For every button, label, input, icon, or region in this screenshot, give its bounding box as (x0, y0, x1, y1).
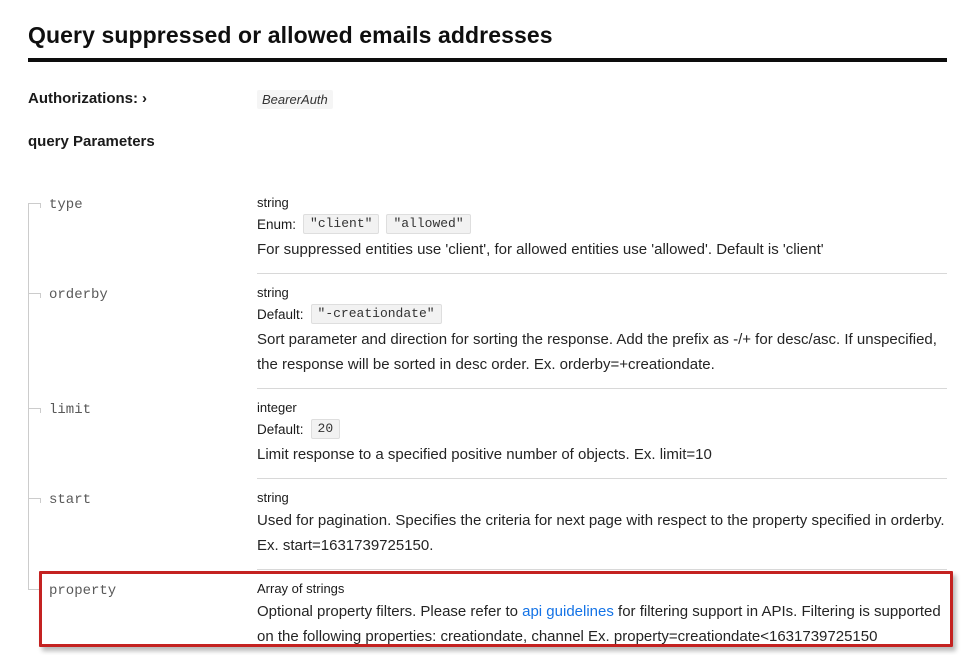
param-type: string (257, 490, 289, 505)
enum-value-chip: "client" (303, 214, 379, 234)
description-text: for filtering support in APIs. Filtering is supported on the following properties: creationdate, channel Ex. property=creationdate<1631739725150 (257, 603, 941, 645)
api-guidelines-link[interactable]: api guidelines (522, 603, 614, 620)
param-name: start (49, 492, 92, 508)
default-value-chip: 20 (311, 419, 341, 439)
param-row-type (28, 184, 947, 274)
param-type: string (257, 195, 289, 210)
param-description: For suppressed entities use 'client', for allowed entities use 'allowed'. Default is 'client' (257, 241, 824, 258)
query-parameters-heading: query Parameters (28, 133, 155, 150)
param-type: Array of strings (257, 581, 345, 596)
default-label: Default: (257, 421, 304, 437)
param-type: string (257, 285, 289, 300)
param-name: orderby (49, 287, 108, 303)
param-row-orderby (28, 274, 947, 389)
description-text: Optional property filters. Please refer to (257, 603, 523, 620)
default-label: Default: (257, 306, 304, 322)
auth-scheme-badge[interactable]: BearerAuth (257, 90, 333, 109)
tree-connector-icon (28, 408, 41, 413)
param-row-limit (28, 389, 947, 479)
param-description (257, 599, 947, 649)
chevron-right-icon[interactable]: › (142, 90, 147, 107)
enum-value-chip: "allowed" (386, 214, 470, 234)
tree-connector-icon (28, 293, 41, 298)
param-description: Sort parameter and direction for sorting the response. Add the prefix as -/+ for desc/asc. If unspecified, the response will be sorted in desc order. Ex. orderby=+creationdate. (257, 331, 937, 373)
param-description: Used for pagination. Specifies the criteria for next page with respect to the property specified in orderby. Ex. start=1631739725150. (257, 512, 945, 554)
parameters-table (28, 184, 947, 655)
param-name: type (49, 197, 83, 213)
tree-connector-icon (28, 589, 41, 594)
tree-connector-icon (28, 498, 41, 503)
authorizations-label: Authorizations: (28, 90, 138, 107)
param-name: property (49, 583, 117, 599)
page-title: Query suppressed or allowed emails addresses (28, 22, 553, 48)
param-name: limit (49, 402, 92, 418)
param-description: Limit response to a specified positive number of objects. Ex. limit=10 (257, 446, 712, 463)
title-divider (28, 58, 947, 62)
tree-connector-icon (28, 203, 41, 208)
param-type: integer (257, 400, 297, 415)
param-row-start (28, 479, 947, 570)
param-row-property (28, 570, 947, 655)
enum-label: Enum: (257, 216, 297, 232)
authorizations-row (28, 90, 947, 109)
default-value-chip: "-creationdate" (311, 304, 442, 324)
